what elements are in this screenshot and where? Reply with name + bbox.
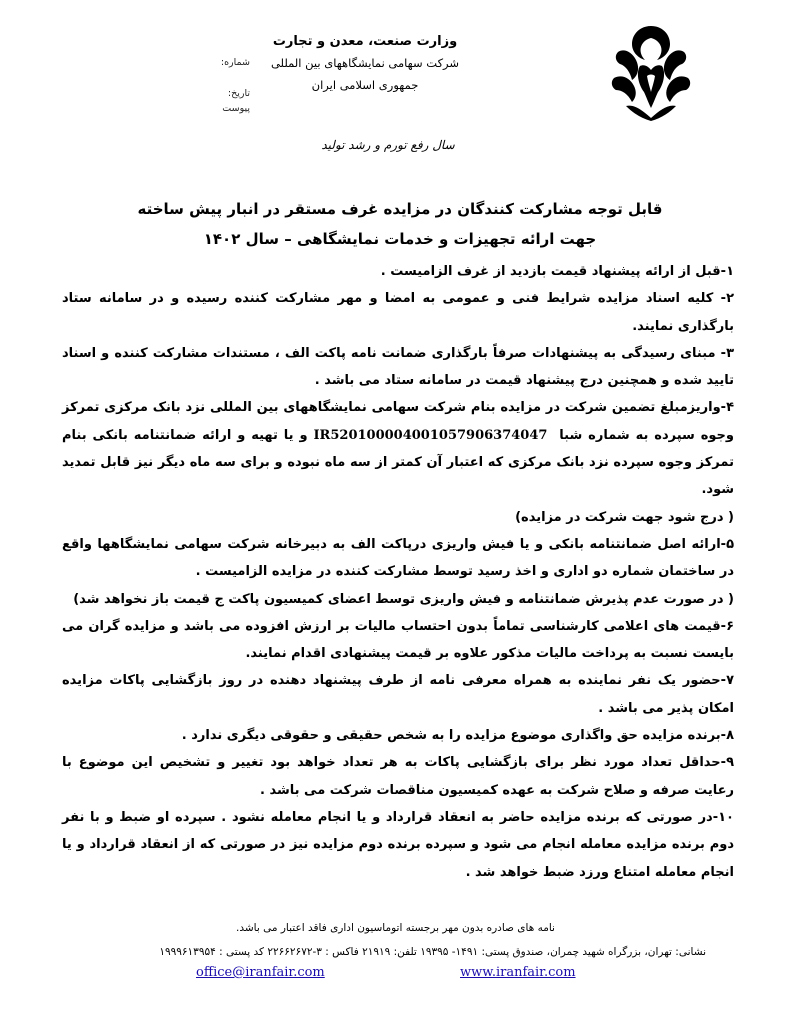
footer-note: نامه های صادره بدون مهر برجسته اتوماسیون اداری فاقد اعتبار می باشد. (236, 922, 555, 934)
attachment-label: پیوست (222, 103, 250, 114)
ministry-name: وزارت صنعت، معدن و تجارت (272, 34, 458, 49)
item-3: ۳- مبنای رسیدگی به پیشنهادات صرفاً بارگذاری ضمانت نامه پاکت الف ، مستندات مشارکت کننده و اسناد تایید شده و همچنین درج پیشنهاد قیمت در سامانه ستاد می باشد . (62, 345, 734, 389)
item-2: ۲- کلیه اسناد مزایده شرایط فنی و عمومی به امضا و مهر مشارکت کننده رسیده و در سامانه ستاد بارگذاری نمایند. (62, 291, 734, 334)
footer-email-link[interactable]: office@iranfair.com (196, 965, 325, 980)
item-4-note: ( درج شود جهت شرکت در مزایده) (515, 509, 734, 525)
country-name: جمهوری اسلامی ایران (311, 78, 419, 92)
item-6: ۶-قیمت های اعلامی کارشناسی تماماً بدون احتساب مالیات بر ارزش افزوده می باشد و مزایده گران می بایست نسبت به پرداخت مالیات مذکور علاوه بر قیمت پیشنهادی اقدام نمایند. (62, 618, 734, 662)
item-9: ۹-حداقل تعداد مورد نظر برای بازگشایی پاکات به هر تعداد خواهد بود تغییر و تشخیص این موضوع با رعایت صرفه و صلاح شرکت به عهده کمیسیون مناقصات شرکت می باشد . (62, 755, 734, 798)
notice-title: قابل توجه مشارکت کنندگان در مزایده غرف مستقر در انبار پیش ساخته (137, 200, 663, 218)
company-logo-icon (610, 22, 692, 122)
date-label: تاریخ: (227, 88, 250, 99)
item-4-part-1: ۴-واریزمبلغ تضمین شرکت در مزایده بنام شرکت سهامی نمایشگاههای بین المللی نزد بانک مرکزی تمرکز وجوه سپرده به شماره شبا (62, 400, 734, 443)
item-4-part-2: و یا تهیه و ارائه ضمانتنامه بانکی بنام تمرکز وجوه سپرده نزد بانک مرکزی که اعتبار آن کمتر از سه ماه نبوده و برای سه ماه دیگر نیز قابل تمدید شود. (62, 427, 734, 498)
notice-body (62, 258, 734, 886)
organization-block (250, 32, 480, 96)
item-4 (62, 394, 734, 503)
footer-website-link[interactable]: www.iranfair.com (460, 965, 576, 980)
iban-number: IR520100004001057906374047 (313, 427, 548, 443)
company-name: شرکت سهامی نمایشگاههای بین المللی (270, 56, 460, 70)
number-label: شماره: (220, 57, 250, 68)
letter-meta (190, 55, 250, 116)
item-10: ۱۰-در صورتی که برنده مزایده حاضر به انعقاد قرارداد و یا انجام معامله نشود . سپرده او ضبط و با نفر دوم برنده مزایده معامله انجام می شود و سپرده برنده دوم مزایده نیز در صورتی که از انعقاد قرارداد و یا انجام معامله امتناع ورزد ضبط خواهد شد . (62, 809, 734, 880)
item-5: ۵-ارائه اصل ضمانتنامه بانکی و یا فیش واریزی درپاکت الف به دبیرخانه شرکت سهامی نمایشگاهها واقع در ساختمان شماره دو اداری و اخذ رسید توسط مشارکت کننده در مزایده الزامیست . (62, 536, 734, 580)
item-1: ۱-قبل از ارائه پیشنهاد قیمت بازدید از غرف الزامیست . (380, 264, 734, 279)
item-7: ۷-حضور یک نفر نماینده به همراه معرفی نامه از طرف پیشنهاد دهنده در روز بازگشایی پاکات مزایده امکان پذیر می باشد . (62, 673, 734, 716)
item-8: ۸-برنده مزایده حق واگذاری موضوع مزایده را به شخص حقیقی و حقوقی دیگری ندارد . (181, 728, 734, 744)
item-5-note: ( در صورت عدم پذیرش ضمانتنامه و فیش واریزی توسط اعضای کمیسیون پاکت ج قیمت باز نخواهد شد) (73, 591, 734, 607)
footer-address: نشانی: تهران، بزرگراه شهید چمران، صندوق پستی: ۱۴۹۱- ۱۹۳۹۵ تلفن: ۲۱۹۱۹ فاکس : ۳-۲۲۶۶۲۶۷۲ کد پستی : ۱۹۹۹۶۱۳۹۵۴ (159, 946, 706, 958)
year-motto: سال رفع تورم و رشد تولید (321, 138, 455, 152)
notice-subtitle: جهت ارائه تجهیزات و خدمات نمایشگاهی – سال ۱۴۰۲ (203, 230, 597, 248)
